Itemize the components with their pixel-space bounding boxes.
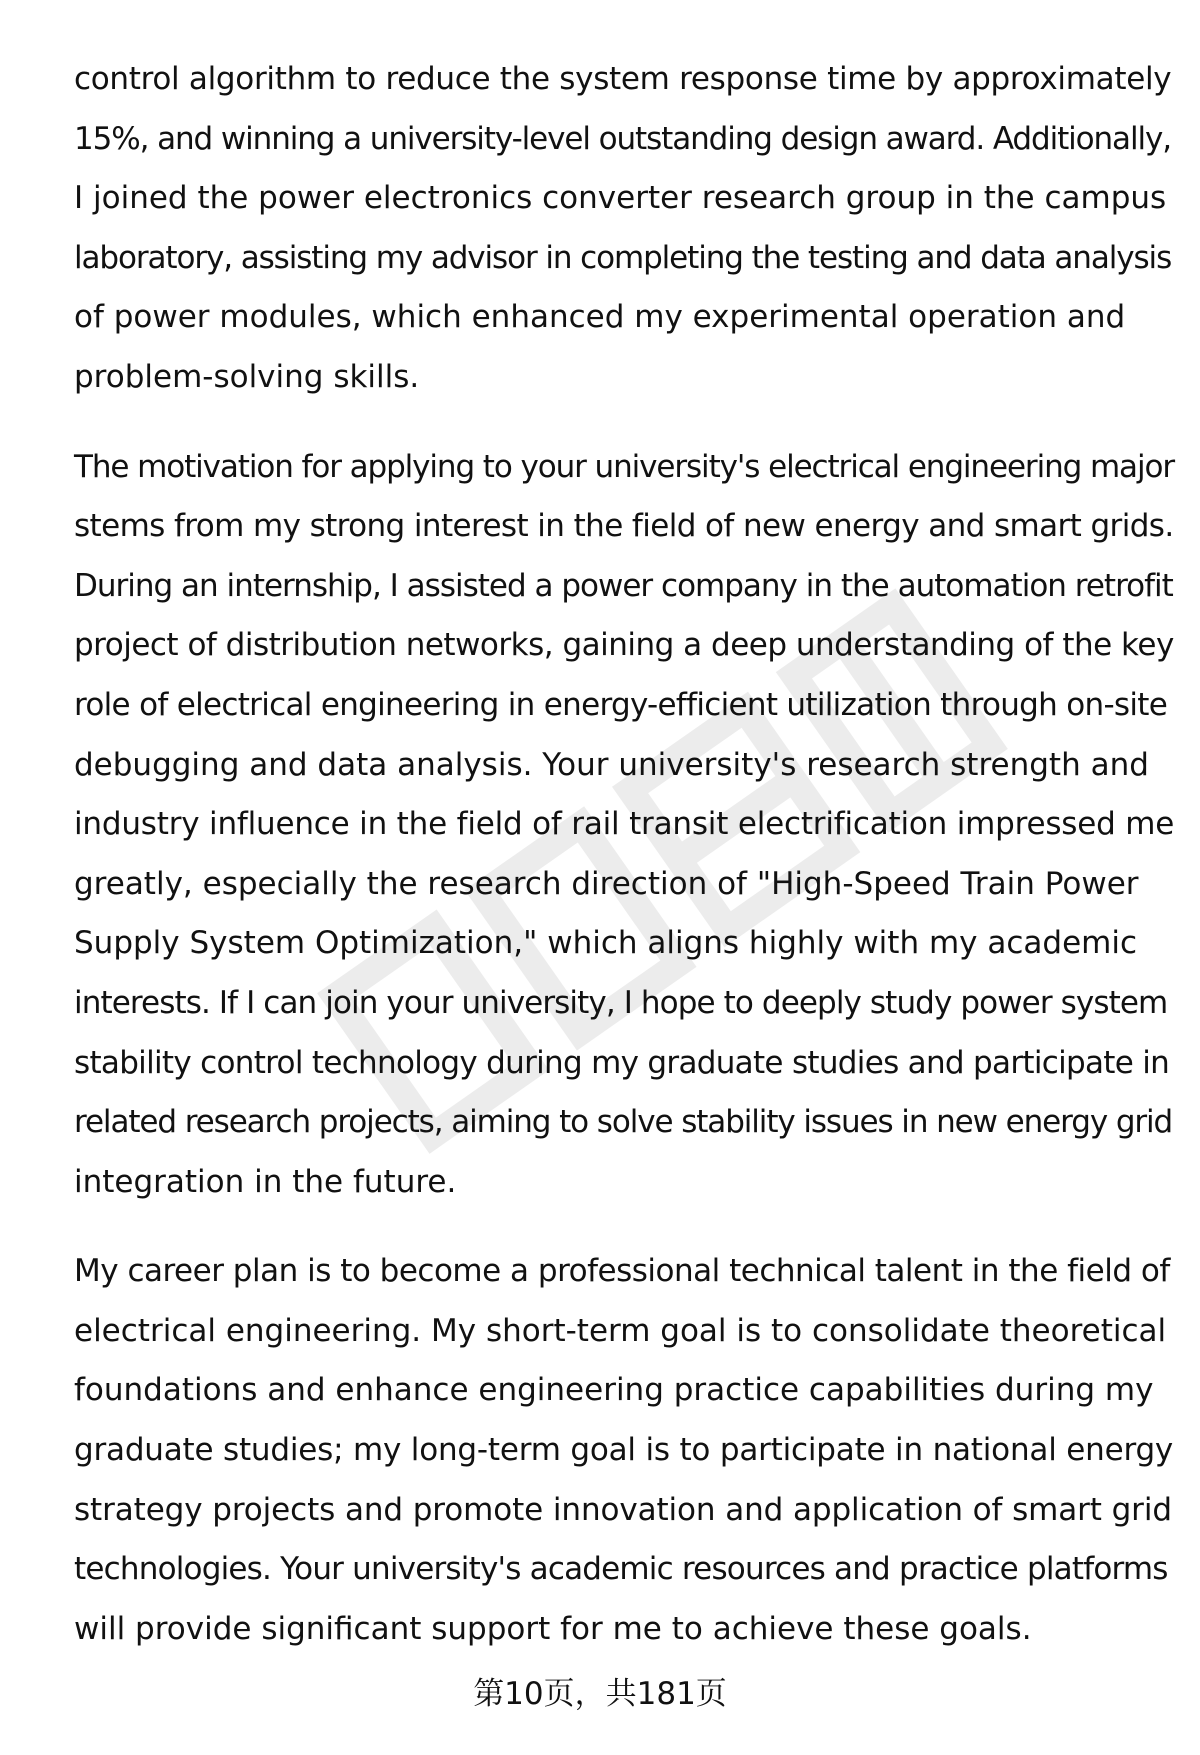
text-line: graduate studies; my long-term goal is to participate in national energy: [74, 1432, 1174, 1469]
text-line: My career plan is to become a professional technical talent in the field of: [74, 1253, 1170, 1290]
text-line: Supply System Optimization," which aligns highly with my academic: [74, 925, 1137, 962]
text-line: laboratory, assisting my advisor in completing the testing and data analysis: [74, 239, 1172, 276]
text-line: foundations and enhance engineering practice capabilities during my: [74, 1372, 1154, 1409]
paragraph-motivation: [74, 438, 1174, 1213]
page-number: 第10页，共181页: [473, 1676, 727, 1712]
text-line: greatly, especially the research direction of "High-Speed Train Power: [74, 865, 1139, 902]
text-line: stems from my strong interest in the field of new energy and smart grids.: [74, 508, 1174, 545]
text-line: 15%, and winning a university-level outstanding design award. Additionally,: [74, 120, 1171, 157]
text-line: interests. If I can join your university, I hope to deeply study power system: [74, 984, 1168, 1021]
text-line: technologies. Your university's academic resources and practice platforms: [74, 1551, 1168, 1588]
text-line: related research projects, aiming to solve stability issues in new energy grid: [74, 1104, 1173, 1141]
text-line: stability control technology during my graduate studies and participate in: [74, 1044, 1170, 1081]
text-line: role of electrical engineering in energy-efficient utilization through on-site: [74, 686, 1168, 723]
text-line: integration in the future.: [74, 1163, 457, 1200]
text-line: debugging and data analysis. Your university's research strength and: [74, 746, 1149, 783]
text-line: will provide significant support for me to achieve these goals.: [74, 1610, 1032, 1647]
paragraph-achievements: [74, 50, 1174, 408]
text-line: electrical engineering. My short-term goal is to consolidate theoretical: [74, 1312, 1167, 1349]
text-line: control algorithm to reduce the system response time by approximately: [74, 61, 1172, 97]
paragraph-career-plan: [74, 1242, 1174, 1659]
text-line: During an internship, I assisted a power company in the automation retrofit: [74, 567, 1173, 604]
text-line: The motivation for applying to your university's electrical engineering major: [74, 448, 1174, 485]
text-line: problem-solving skills.: [74, 358, 420, 395]
text-line: project of distribution networks, gaining a deep understanding of the key: [74, 627, 1174, 664]
text-line: I joined the power electronics converter research group in the campus: [74, 180, 1167, 217]
text-line: of power modules, which enhanced my experimental operation and: [74, 299, 1126, 336]
text-line: industry influence in the field of rail transit electrification impressed me: [74, 806, 1175, 843]
text-line: strategy projects and promote innovation and application of smart grid: [74, 1491, 1172, 1528]
document-body: [74, 50, 1174, 1689]
